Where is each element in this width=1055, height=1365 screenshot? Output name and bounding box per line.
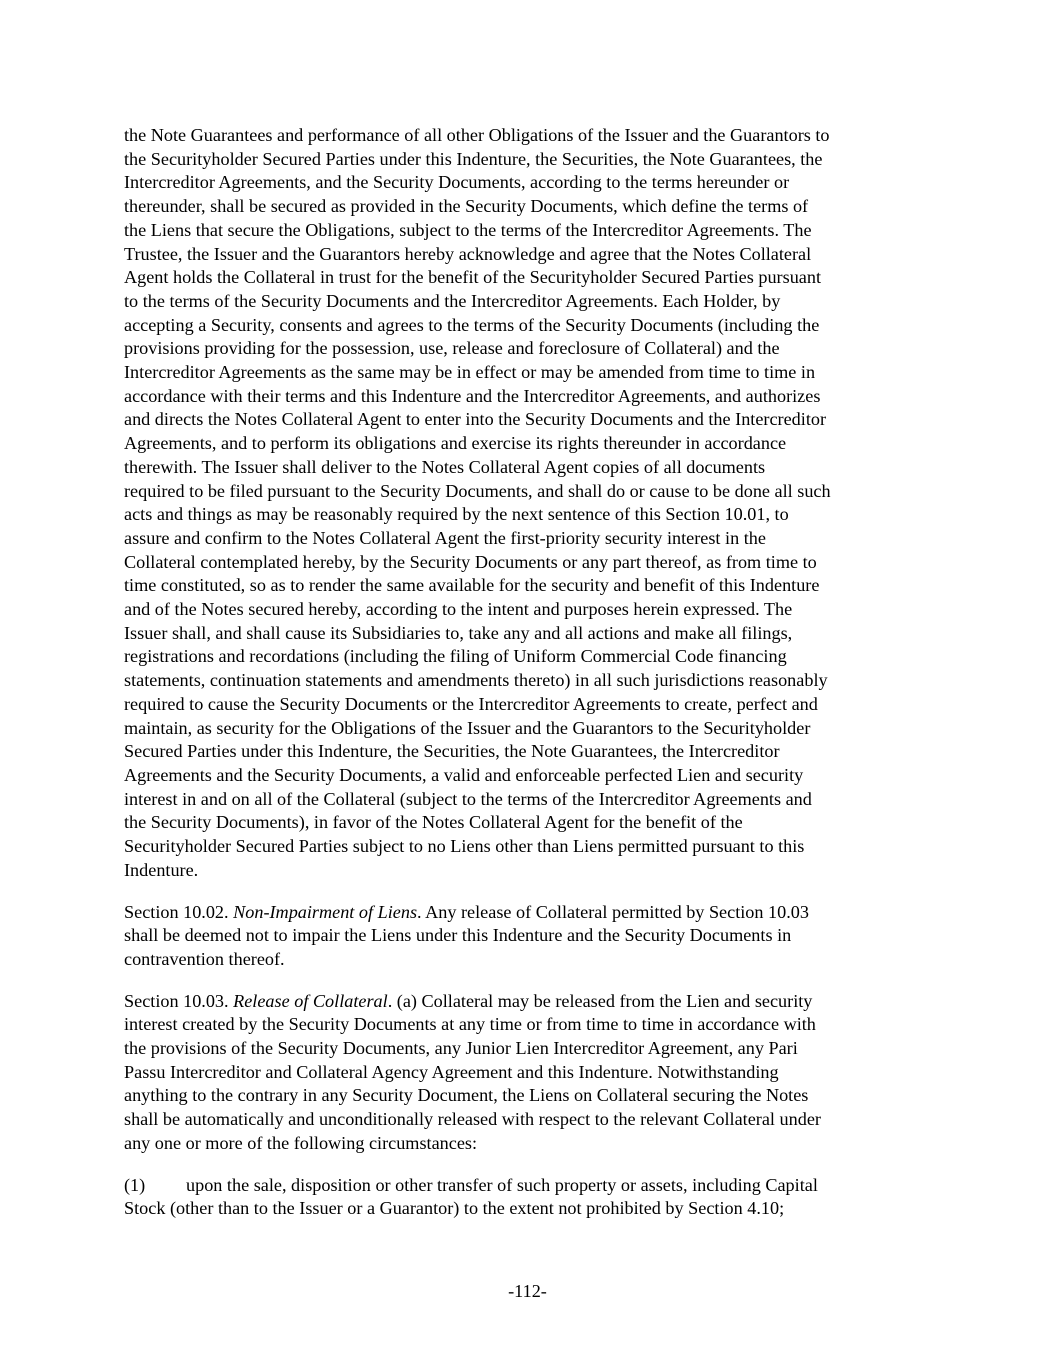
section-text: . Any release of Collateral permitted by Section 10.03 (417, 901, 809, 922)
section-number: Section 10.02. (124, 901, 234, 922)
section-10-02-first-line (124, 901, 936, 925)
text-line: accordance with their terms and this Indenture and the Intercreditor Agreements, and authorizes (124, 385, 821, 406)
text-line: Agreements, and to perform its obligations and exercise its rights thereunder in accordance (124, 433, 787, 454)
text-line: required to cause the Security Documents or the Intercreditor Agreements to create, perfect and (124, 693, 818, 714)
text-line: Agent holds the Collateral in trust for the benefit of the Securityholder Secured Parties pursuant (124, 267, 822, 288)
page-number: -112- (508, 1281, 547, 1301)
text-line: time constituted, so as to render the same available for the security and benefit of this Indenture (124, 575, 820, 596)
text-line: assure and confirm to the Notes Collateral Agent the first-priority security interest in the (124, 527, 766, 548)
text-line: maintain, as security for the Obligations of the Issuer and the Guarantors to the Securityholder (124, 717, 811, 738)
text-line: Issuer shall, and shall cause its Subsidiaries to, take any and all actions and make all filings, (124, 622, 793, 643)
text-line: Passu Intercreditor and Collateral Agency Agreement and this Indenture. Notwithstanding (124, 1061, 779, 1082)
text-line: and of the Notes secured hereby, according to the intent and purposes herein expressed. The (124, 599, 793, 620)
text-line: therewith. The Issuer shall deliver to the Notes Collateral Agent copies of all documents (124, 456, 766, 477)
text-line: interest created by the Security Documents at any time or from time to time in accordance with (124, 1014, 816, 1035)
text-line: shall be automatically and unconditionally released with respect to the relevant Collateral under (124, 1109, 821, 1130)
text-line: the provisions of the Security Documents, any Junior Lien Intercreditor Agreement, any Pari (124, 1038, 798, 1059)
text-line: Secured Parties under this Indenture, the Securities, the Note Guarantees, the Intercreditor (124, 741, 780, 762)
text-line: anything to the contrary in any Security Document, the Liens on Collateral securing the Notes (124, 1085, 809, 1106)
section-10-03-first-line (124, 990, 936, 1014)
text-line: contravention thereof. (124, 948, 285, 969)
text-line: acts and things as may be reasonably required by the next sentence of this Section 10.01, to (124, 504, 789, 525)
text-line: Intercreditor Agreements, and the Security Documents, according to the terms hereunder or (124, 172, 790, 193)
section-title: Non-Impairment of Liens (233, 901, 418, 922)
text-line: any one or more of the following circumstances: (124, 1132, 478, 1153)
list-item-text: upon the sale, disposition or other transfer of such property or assets, including Capital (186, 1174, 818, 1195)
text-line: the Liens that secure the Obligations, subject to the terms of the Intercreditor Agreements. The (124, 219, 812, 240)
text-line: shall be deemed not to impair the Liens under this Indenture and the Security Documents in (124, 925, 792, 946)
text-line: Collateral contemplated hereby, by the Security Documents or any part thereof, as from time to (124, 551, 817, 572)
text-line: to the terms of the Security Documents and the Intercreditor Agreements. Each Holder, by (124, 290, 781, 311)
text-line: the Note Guarantees and performance of all other Obligations of the Issuer and the Guarantors to (124, 125, 830, 145)
text-line: required to be filed pursuant to the Security Documents, and shall do or cause to be done all such (124, 480, 831, 501)
text-line: registrations and recordations (including the filing of Uniform Commercial Code financing (124, 646, 787, 667)
text-line: Indenture. (124, 859, 199, 880)
text-line: Trustee, the Issuer and the Guarantors hereby acknowledge and agree that the Notes Collateral (124, 243, 812, 264)
section-text: . (a) Collateral may be released from the Lien and security (387, 990, 813, 1011)
section-number: Section 10.03. (124, 990, 234, 1011)
list-item-1 (124, 1174, 936, 1221)
document-page (124, 124, 936, 1239)
text-line: thereunder, shall be secured as provided in the Security Documents, which define the terms of (124, 196, 809, 217)
text-line: interest in and on all of the Collateral (subject to the terms of the Intercreditor Agreements and (124, 788, 812, 809)
paragraph-security-documents (124, 124, 936, 883)
text-line: statements, continuation statements and amendments thereto) in all such jurisdictions reasonably (124, 670, 828, 691)
text-line: Agreements and the Security Documents, a valid and enforceable perfected Lien and security (124, 764, 804, 785)
section-10-02 (124, 901, 936, 972)
list-item-first-line (124, 1174, 936, 1198)
section-10-03 (124, 990, 936, 1156)
text-line: the Securityholder Secured Parties under this Indenture, the Securities, the Note Guarantees, the (124, 148, 823, 169)
text-line: Stock (other than to the Issuer or a Guarantor) to the extent not prohibited by Section 4.10; (124, 1198, 785, 1219)
text-line: the Security Documents), in favor of the Notes Collateral Agent for the benefit of the (124, 812, 743, 833)
text-line: accepting a Security, consents and agrees to the terms of the Security Documents (including the (124, 314, 820, 335)
text-line: Securityholder Secured Parties subject to no Liens other than Liens permitted pursuant to this (124, 836, 805, 857)
text-line: provisions providing for the possession, use, release and foreclosure of Collateral) and the (124, 338, 780, 359)
text-line: and directs the Notes Collateral Agent to enter into the Security Documents and the Intercreditor (124, 409, 827, 430)
text-line: Intercreditor Agreements as the same may be in effect or may be amended from time to time in (124, 362, 816, 383)
section-title: Release of Collateral (233, 990, 388, 1011)
list-item-number: (1) (124, 1174, 146, 1195)
